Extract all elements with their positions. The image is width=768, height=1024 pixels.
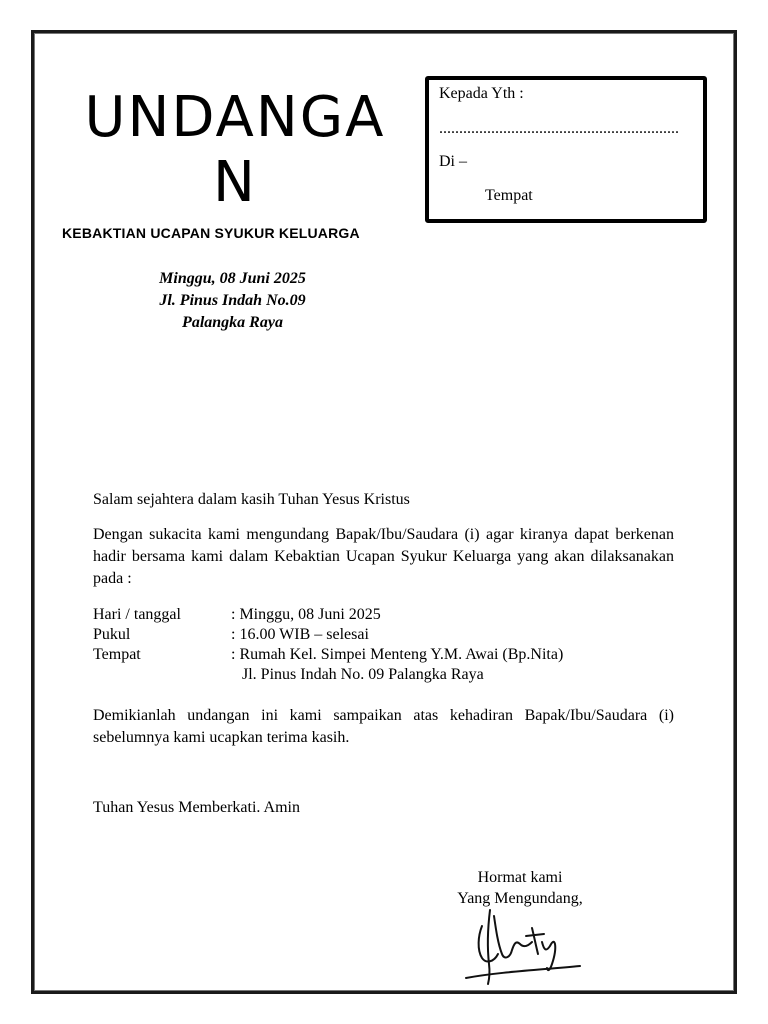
detail-value: : 16.00 WIB – selesai	[231, 626, 369, 643]
recipient-box	[425, 76, 707, 223]
detail-value: : Minggu, 08 Juni 2025	[231, 606, 381, 623]
event-info	[120, 268, 345, 334]
signoff-line-1: Hormat kami	[477, 869, 563, 886]
detail-address: Jl. Pinus Indah No. 09 Palangka Raya	[242, 666, 484, 683]
blessing-line: Tuhan Yesus Memberkati. Amin	[93, 799, 300, 816]
event-details	[93, 605, 674, 685]
event-subtitle: KEBAKTIAN UCAPAN SYUKUR KELUARGA	[62, 225, 360, 241]
detail-row-date	[93, 605, 674, 625]
detail-label: Pukul	[93, 626, 131, 643]
recipient-di: Di –	[439, 153, 467, 170]
signature-image	[458, 906, 588, 986]
detail-label: Tempat	[93, 646, 141, 663]
intro-paragraph: Dengan sukacita kami mengundang Bapak/Ibu/Saudara (i) agar kiranya dapat berkenan hadir bersama kami dalam Kebaktian Ucapan Syukur Keluarga yang akan dilaksanakan pada :	[93, 526, 674, 587]
event-city: Palangka Raya	[182, 314, 283, 331]
signoff-line-2: Yang Mengundang,	[457, 890, 583, 907]
event-address: Jl. Pinus Indah No.09	[159, 292, 306, 309]
detail-row-time	[93, 625, 674, 645]
recipient-dots: ............................................................	[439, 120, 679, 137]
event-date: Minggu, 08 Juni 2025	[159, 270, 306, 287]
recipient-to: Kepada Yth :	[439, 85, 524, 102]
detail-value: : Rumah Kel. Simpei Menteng Y.M. Awai (Bp.Nita)	[231, 646, 564, 663]
signoff-block	[440, 867, 600, 909]
greeting: Salam sejahtera dalam kasih Tuhan Yesus Kristus	[93, 491, 410, 508]
closing-paragraph: Demikianlah undangan ini kami sampaikan atas kehadiran Bapak/Ibu/Saudara (i) sebelumnya kami ucapkan terima kasih.	[93, 707, 674, 746]
recipient-place: Tempat	[485, 187, 533, 204]
invitation-title: UNDANGAN	[84, 85, 386, 215]
detail-label: Hari / tanggal	[93, 606, 181, 623]
detail-row-place	[93, 645, 674, 665]
